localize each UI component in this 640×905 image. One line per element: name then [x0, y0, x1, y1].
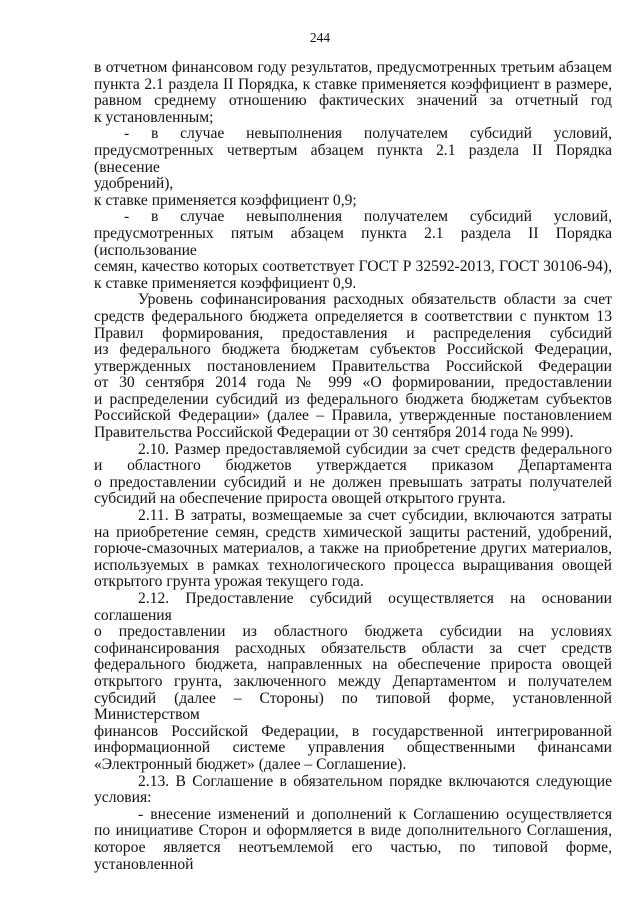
- text-line: на приобретение семян, средств химической защиты растений, удобрений,: [94, 523, 612, 541]
- document-body: [94, 60, 612, 873]
- text-line: - в случае невыполнения получателем субсидий условий,: [124, 208, 612, 226]
- text-line: субсидий (далее – Стороны) по типовой форме, установленной Министерством: [94, 689, 612, 724]
- text-line: и областного бюджетов утверждается приказом Департамента: [94, 457, 612, 475]
- text-line: предусмотренных пятым абзацем пункта 2.1 раздела II Порядка (использование: [94, 224, 612, 259]
- text-line: Правительства Российской Федерации от 30 сентября 2014 года № 999).: [94, 424, 574, 442]
- text-line: горюче-смазочных материалов, а также на приобретение других материалов,: [94, 540, 612, 558]
- text-line: открытого грунта урожая текущего года.: [94, 573, 364, 591]
- text-line: - в случае невыполнения получателем субсидий условий,: [124, 125, 612, 143]
- text-line: по инициативе Сторон и оформляется в виде дополнительного Соглашения,: [94, 822, 612, 840]
- text-line: «Электронный бюджет» (далее – Соглашение).: [94, 755, 407, 773]
- text-line: - внесение изменений и дополнений к Соглашению осуществляется: [138, 805, 612, 823]
- text-line: к ставке применяется коэффициент 0,9;: [94, 191, 357, 209]
- text-line: и распределении субсидий из федерального бюджета бюджетам субъектов: [94, 390, 612, 408]
- text-line: федерального бюджета, направленных на обеспечение прироста овощей: [94, 656, 612, 674]
- text-line: используемых в рамках технологического процесса выращивания овощей: [94, 556, 612, 574]
- text-line: равном среднему отношению фактических значений за отчетный год: [94, 92, 612, 110]
- text-line: о предоставлении субсидий и не должен превышать затраты получателей: [94, 473, 612, 491]
- text-line: средств федерального бюджета определяется в соответствии с пунктом 13: [94, 307, 612, 325]
- text-line: Российской Федерации» (далее – Правила, утвержденные постановлением: [94, 407, 612, 425]
- text-line: 2.10. Размер предоставляемой субсидии за счет средств федерального: [138, 440, 612, 458]
- text-line: удобрений),: [94, 175, 174, 193]
- text-line: условия:: [94, 789, 152, 807]
- text-line: о предоставлении из областного бюджета субсидии на условиях: [94, 623, 612, 641]
- text-line: 2.11. В затраты, возмещаемые за счет субсидии, включаются затраты: [138, 507, 612, 525]
- text-line: информационной системе управления общественными финансами: [94, 739, 612, 757]
- text-line: к установленным;: [94, 108, 214, 126]
- text-line: пункта 2.1 раздела II Порядка, к ставке применяется коэффициент в размере,: [94, 75, 612, 93]
- text-line: 2.12. Предоставление субсидий осуществляется на основании соглашения: [94, 590, 612, 624]
- text-line: софинансирования расходных обязательств области за счет средств: [94, 639, 612, 657]
- text-line: семян, качество которых соответствует ГОСТ Р 32592-2013, ГОСТ 30106-94),: [94, 258, 612, 276]
- text-line: финансов Российской Федерации, в государственной интегрированной: [94, 722, 612, 740]
- text-line: предусмотренных четвертым абзацем пункта 2.1 раздела II Порядка (внесение: [94, 141, 612, 176]
- text-line: утвержденных постановлением Правительства Российской Федерации: [94, 357, 612, 375]
- text-line: 2.13. В Соглашение в обязательном порядке включаются следующие: [138, 772, 612, 790]
- text-line: Уровень софинансирования расходных обязательств области за счет: [138, 291, 612, 309]
- text-line: в отчетном финансовом году результатов, предусмотренных третьим абзацем: [94, 59, 612, 76]
- text-line: из федерального бюджета бюджетам субъектов Российской Федерации,: [94, 341, 612, 359]
- text-line: к ставке применяется коэффициент 0,9.: [94, 274, 357, 292]
- page-number: 244: [309, 30, 331, 45]
- text-line: открытого грунта, заключенного между Департаментом и получателем: [94, 672, 612, 690]
- text-line: Правил формирования, предоставления и распределения субсидий: [94, 324, 612, 342]
- text-line: субсидий на обеспечение прироста овощей открытого грунта.: [94, 490, 506, 508]
- text-line: от 30 сентября 2014 года № 999 «О формировании, предоставлении: [94, 374, 612, 392]
- text-line: которое является неотъемлемой его частью, по типовой форме, установленной: [94, 838, 612, 873]
